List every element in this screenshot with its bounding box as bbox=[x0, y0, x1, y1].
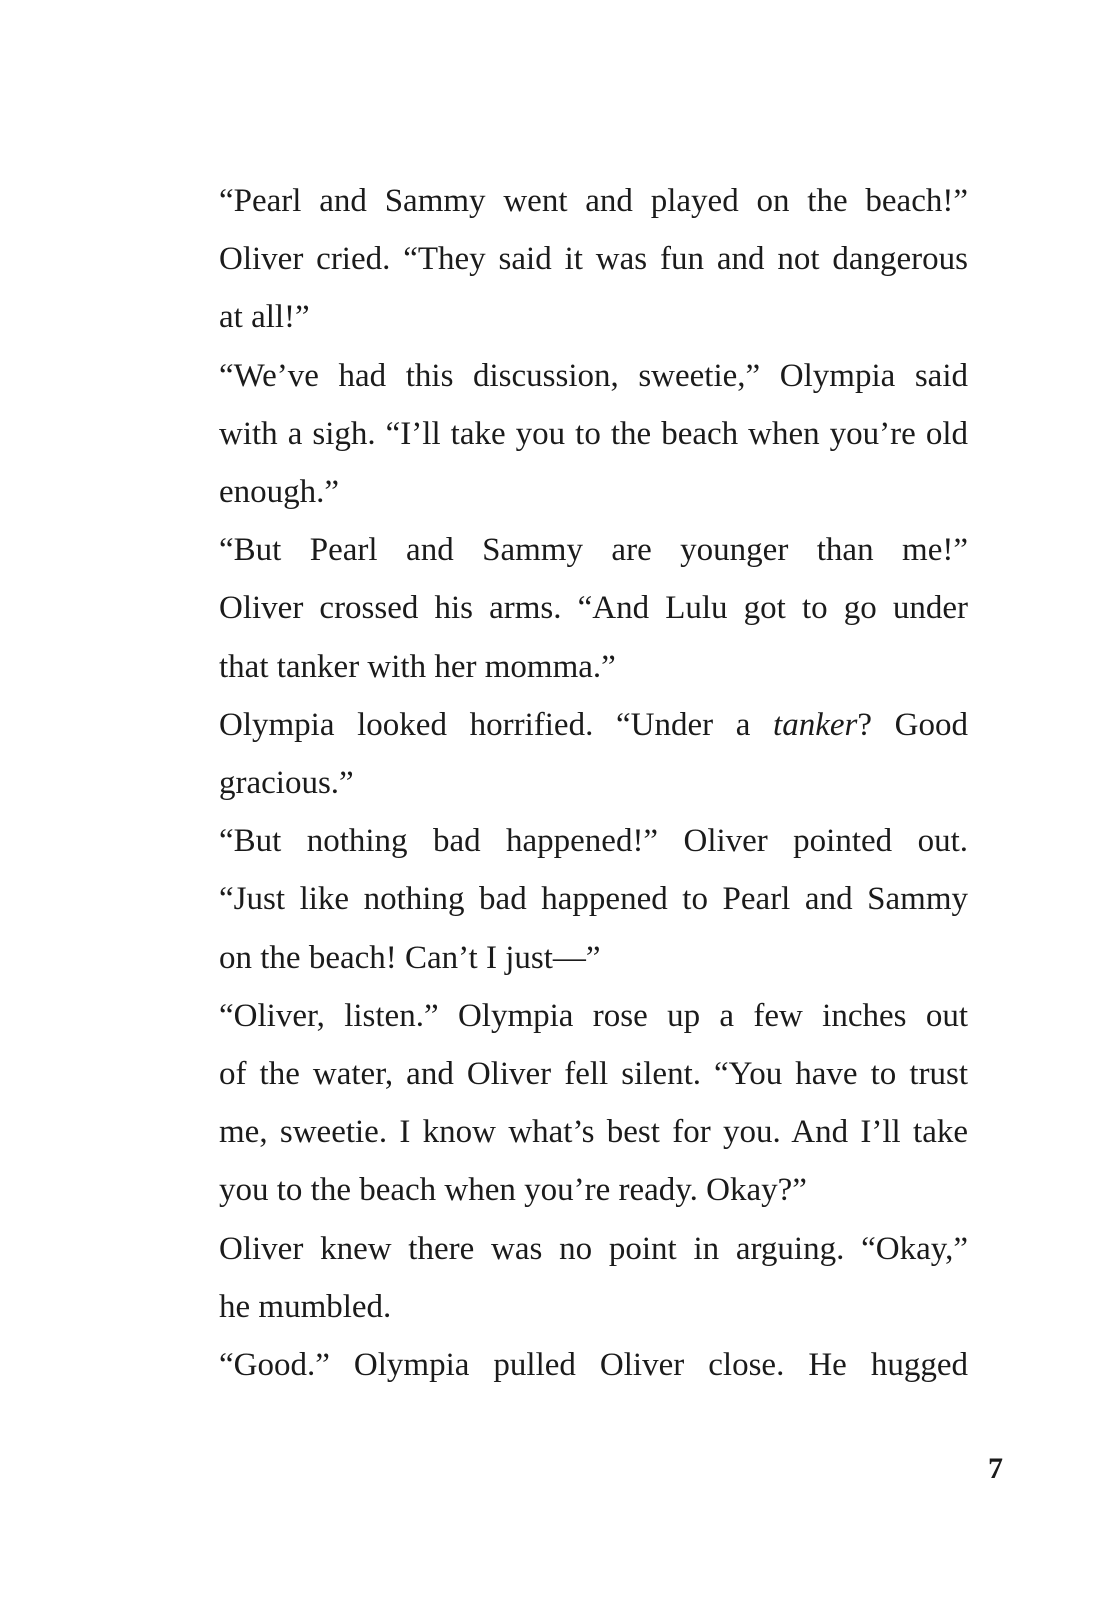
text-line: “But Pearl and Sammy are younger than me!” bbox=[219, 532, 968, 569]
text-line: gracious.” bbox=[219, 765, 354, 802]
paragraph-1 bbox=[166, 172, 968, 347]
text-line bbox=[166, 696, 968, 754]
paragraph-8 bbox=[166, 1336, 968, 1394]
paragraph-3 bbox=[166, 521, 968, 696]
text-line: with a sigh. “I’ll take you to the beach when you’re old bbox=[219, 415, 968, 452]
paragraph-7 bbox=[166, 1220, 968, 1336]
text-segment: Olympia looked horrified. “Under a bbox=[219, 706, 774, 743]
text-line: Oliver cried. “They said it was fun and not dangerous bbox=[219, 241, 968, 278]
text-line: Oliver crossed his arms. “And Lulu got to go under bbox=[219, 590, 968, 627]
text-line: “We’ve had this discussion, sweetie,” Olympia said bbox=[219, 357, 968, 394]
text-line: at all!” bbox=[219, 299, 310, 336]
text-line: “Just like nothing bad happened to Pearl and Sammy bbox=[219, 881, 968, 918]
text-line: on the beach! Can’t I just—” bbox=[219, 939, 601, 976]
paragraph-5 bbox=[166, 812, 968, 987]
text-segment: ? Good bbox=[857, 706, 968, 743]
emphasis-text: tanker bbox=[773, 706, 858, 743]
paragraph-4 bbox=[166, 696, 968, 812]
paragraph-2 bbox=[166, 347, 968, 522]
text-line: of the water, and Oliver fell silent. “You have to trust bbox=[219, 1056, 968, 1093]
text-line: Oliver knew there was no point in arguing. “Okay,” bbox=[219, 1230, 968, 1267]
page-number: 7 bbox=[988, 1452, 1003, 1485]
paragraph-6 bbox=[166, 987, 968, 1220]
text-line: “But nothing bad happened!” Oliver pointed out. bbox=[219, 823, 968, 860]
text-line: me, sweetie. I know what’s best for you. And I’ll take bbox=[219, 1114, 968, 1151]
body-text bbox=[166, 172, 968, 1394]
text-line: that tanker with her momma.” bbox=[219, 648, 616, 685]
text-line: “Good.” Olympia pulled Oliver close. He hugged bbox=[219, 1347, 968, 1384]
text-line: enough.” bbox=[219, 474, 340, 511]
text-line: “Pearl and Sammy went and played on the beach!” bbox=[219, 183, 968, 219]
text-line: you to the beach when you’re ready. Okay?” bbox=[219, 1172, 807, 1209]
text-line: “Oliver, listen.” Olympia rose up a few inches out bbox=[219, 997, 968, 1034]
text-line: he mumbled. bbox=[219, 1288, 392, 1325]
